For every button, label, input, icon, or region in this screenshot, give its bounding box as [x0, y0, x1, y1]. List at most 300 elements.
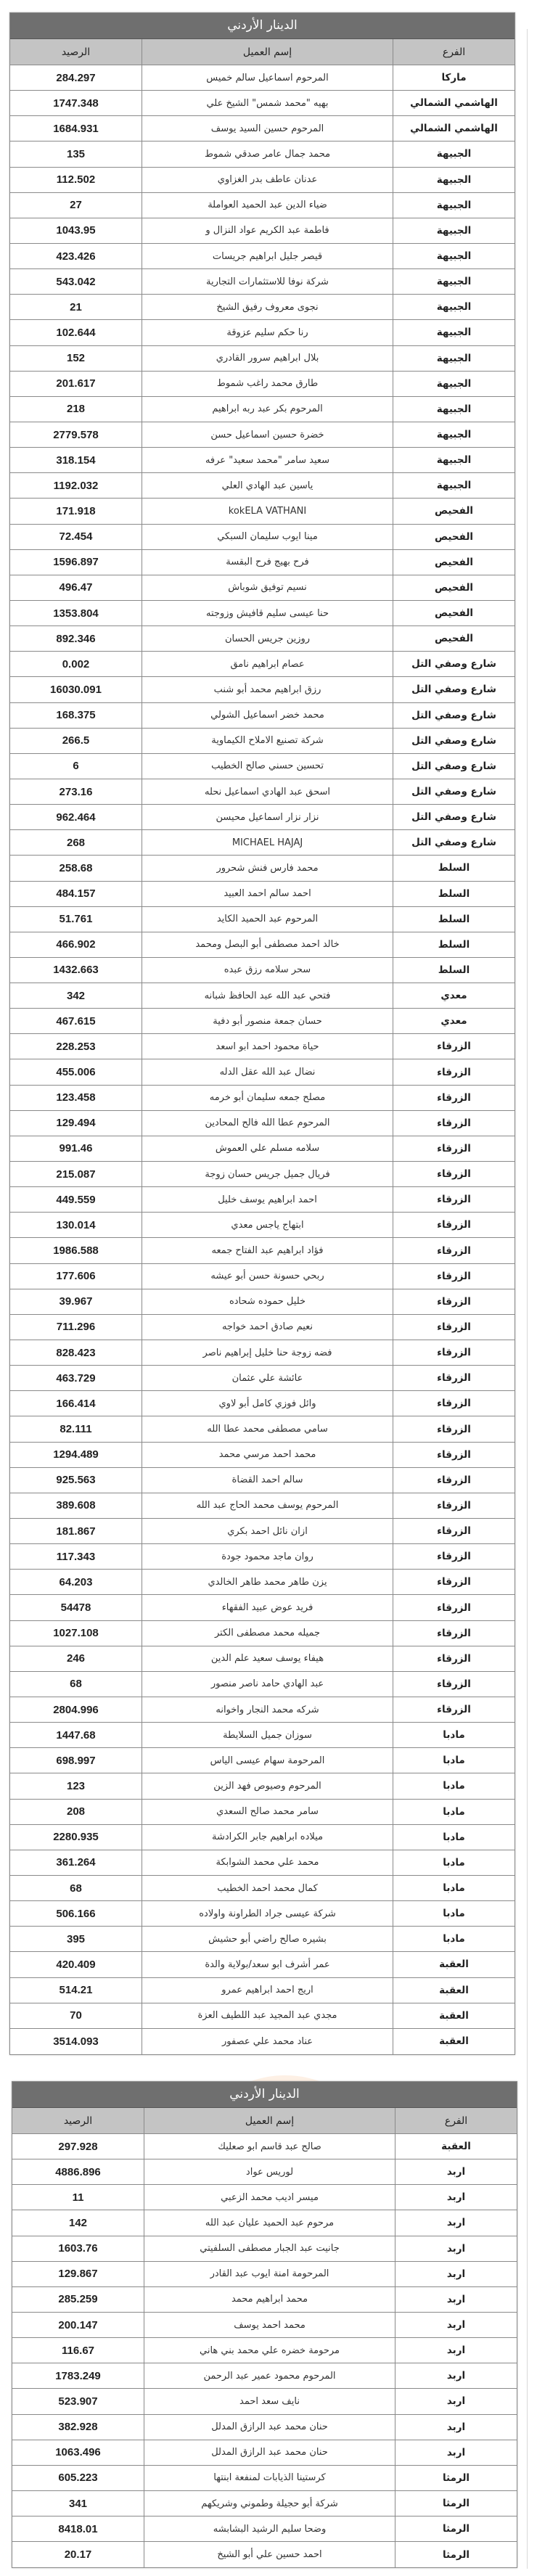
customer-name-cell: مرحوم عبد الحميد عليان عبد الله [144, 2210, 395, 2235]
customer-name-cell: احمد حسين علي أبو الشيخ [144, 2542, 395, 2567]
table-row [10, 1519, 515, 1544]
balance-cell: 228.253 [56, 1040, 96, 1053]
branch-cell: الزرقاء [393, 1264, 515, 1289]
balance-cell: 496.47 [59, 581, 93, 594]
customer-name-cell: المرحوم حسين السيد يوسف [142, 116, 393, 141]
balance-cell: 1432.663 [53, 964, 99, 977]
branch-cell: الهاشمي الشمالي [393, 91, 515, 115]
customer-name-cell: صالح عبد قاسم ابو صعليك [144, 2134, 395, 2159]
table-row [10, 473, 515, 499]
branch-cell: الجبيهة [393, 346, 515, 371]
branch-cell: الزرقاء [393, 1340, 515, 1365]
customer-name-cell: المرحومة سهام عيسى الياس [142, 1748, 393, 1773]
balance-cell: 116.67 [61, 2344, 95, 2357]
customer-name-cell: نايف سعد احمد [144, 2389, 395, 2413]
balance-cell: 2280.935 [53, 1831, 99, 1844]
customer-name-cell: قيصر جليل ابراهيم جريسات [142, 244, 393, 268]
table-row [10, 1289, 515, 1315]
balance-cell: 1447.68 [56, 1728, 96, 1742]
table-row [10, 1391, 515, 1416]
table-row [10, 525, 515, 550]
customer-name-cell: مجدي عبد المجيد عبد اللطيف العزة [142, 2003, 393, 2028]
balance-cell: 925.563 [56, 1474, 96, 1487]
customer-name-cell: شركه محمد النجار واخوانه [142, 1697, 393, 1722]
customer-name-cell: ازان نائل احمد بكري [142, 1519, 393, 1543]
branch-cell: مادبا [393, 1723, 515, 1747]
table-row [12, 2210, 517, 2236]
balance-cell: 1986.588 [53, 1244, 99, 1258]
table-row [12, 2262, 517, 2287]
branch-cell: الجبيهة [393, 269, 515, 294]
table-row [12, 2491, 517, 2516]
header-branch: الفرع [393, 39, 515, 65]
branch-cell: مادبا [393, 1901, 515, 1926]
table-row [10, 244, 515, 269]
table-row [10, 1927, 515, 1952]
branch-cell: الجبيهة [393, 295, 515, 319]
customer-name-cell: حياة محمود احمد ابو اسعد [142, 1034, 393, 1059]
customer-name-cell: اسحق عبد الهادي اسماعيل نحله [142, 779, 393, 804]
branch-cell: الزرقاء [393, 1187, 515, 1212]
balance-cell: 342 [66, 989, 86, 1002]
balance-cell: 70 [70, 2009, 82, 2022]
balance-cell: 112.502 [56, 173, 96, 186]
balance-cell: 1783.249 [55, 2369, 101, 2382]
customer-name-cell: حنا عيسى سليم قافيش وزوجته [142, 601, 393, 625]
table-row [10, 1493, 515, 1519]
balance-cell: 1294.489 [53, 1448, 99, 1461]
table-row [10, 1034, 515, 1059]
balances-table-2 [12, 2081, 517, 2568]
table-row [12, 2134, 517, 2159]
table-row [12, 2542, 517, 2567]
balance-cell: 1353.804 [53, 607, 99, 620]
table-row [10, 1773, 515, 1799]
balance-cell: 27 [70, 199, 82, 212]
table-row [10, 575, 515, 601]
balance-cell: 1192.032 [53, 479, 99, 492]
table-row [10, 1213, 515, 1238]
balance-cell: 420.409 [56, 1958, 96, 1971]
branch-cell: الفحيص [393, 601, 515, 625]
table-header-row [12, 2108, 517, 2134]
table-row [10, 958, 515, 983]
branch-cell: الهاشمي الشمالي [393, 116, 515, 141]
table-row [12, 2236, 517, 2262]
table-row [10, 1697, 515, 1723]
customer-name-cell: عائشة علي عثمان [142, 1366, 393, 1390]
balance-cell: 1596.897 [53, 556, 99, 569]
customer-name-cell: هيفاء يوسف سعيد علم الدين [142, 1646, 393, 1671]
table-row [10, 805, 515, 830]
balance-cell: 266.5 [62, 734, 90, 747]
branch-cell: معدي [393, 1009, 515, 1033]
balance-cell: 4886.896 [55, 2165, 101, 2178]
table-row [10, 1315, 515, 1340]
table-row [10, 1876, 515, 1901]
branch-cell: الزرقاء [393, 1595, 515, 1620]
table-row [10, 168, 515, 193]
balance-cell: 130.014 [56, 1218, 96, 1231]
branch-cell: الزرقاء [393, 1289, 515, 1314]
balance-cell: 39.967 [59, 1295, 93, 1308]
table-row [10, 320, 515, 345]
balance-cell: 142 [68, 2216, 88, 2229]
branch-cell: الجبيهة [393, 422, 515, 447]
table-row [10, 295, 515, 320]
table-row [10, 1187, 515, 1213]
branch-cell: شارع وصفي التل [393, 677, 515, 702]
balance-cell: 341 [68, 2497, 88, 2510]
branch-cell: الزرقاء [393, 1391, 515, 1416]
balance-cell: 284.297 [56, 71, 96, 84]
table-body [10, 65, 515, 2054]
table-row [12, 2159, 517, 2185]
customer-name-cell: المرحوم عبد الحميد الكايد [142, 907, 393, 932]
customer-name-cell: حسان جمعة منصور أبو دفية [142, 1009, 393, 1033]
balance-cell: 171.918 [56, 504, 96, 517]
customer-name-cell: kokELA VATHANI [142, 499, 393, 523]
customer-name-cell: خالد احمد مصطفى أبو البصل ومحمد [142, 932, 393, 957]
balance-cell: 129.494 [56, 1117, 96, 1130]
customer-name-cell: روزين جريس الحسان [142, 626, 393, 651]
table-row [12, 2516, 517, 2542]
balance-cell: 152 [66, 352, 86, 365]
branch-cell: اربد [395, 2313, 517, 2337]
branch-cell: الزرقاء [393, 1213, 515, 1237]
balance-cell: 0.002 [62, 657, 90, 670]
branch-cell: ماركا [393, 65, 515, 90]
table-row [10, 1009, 515, 1034]
branch-cell: اربد [395, 2262, 517, 2286]
table-row [10, 1825, 515, 1850]
balance-cell: 258.68 [59, 861, 93, 874]
balance-cell: 54478 [60, 1601, 91, 1614]
balance-cell: 395 [66, 1932, 86, 1945]
customer-name-cell: طارق محمد راغب شموط [142, 372, 393, 396]
balance-cell: 68 [70, 1882, 82, 1895]
table-row [10, 372, 515, 397]
balance-cell: 117.343 [56, 1550, 96, 1563]
table-row [10, 754, 515, 779]
table-row [10, 882, 515, 907]
branch-cell: الجبيهة [393, 244, 515, 268]
branch-cell: الزرقاء [393, 1621, 515, 1646]
customer-name-cell: نعيم صادق احمد خواجه [142, 1315, 393, 1340]
customer-name-cell: المرحوم بكر عبد ربه ابراهيم [142, 397, 393, 422]
branch-cell: الزرقاء [393, 1136, 515, 1161]
branch-cell: الزرقاء [393, 1034, 515, 1059]
table-row [10, 652, 515, 677]
customer-name-cell: المرحوم محمود عمير عبد الرحمن [144, 2363, 395, 2388]
customer-name-cell: المرحوم اسماعيل سالم خميس [142, 65, 393, 90]
customer-name-cell: فاطمة عبد الكريم عواد النزال و [142, 218, 393, 243]
balance-cell: 268 [66, 836, 86, 849]
branch-cell: الفحيص [393, 499, 515, 523]
customer-name-cell: مصلح جمعه سليمان أبو خرمه [142, 1086, 393, 1110]
branch-cell: اربد [395, 2236, 517, 2261]
balance-cell: 466.902 [56, 938, 96, 951]
customer-name-cell: المرحوم يوسف محمد الحاج عبد الله [142, 1493, 393, 1518]
customer-name-cell: سالم احمد القضاة [142, 1468, 393, 1493]
branch-cell: اربد [395, 2185, 517, 2210]
branch-cell: الجبيهة [393, 168, 515, 192]
balance-cell: 102.644 [56, 326, 96, 339]
customer-name-cell: ربحي حسونة حسن أبو عيشه [142, 1264, 393, 1289]
customer-name-cell: ميلاده ابراهيم جابر الكرادشة [142, 1825, 393, 1850]
table-row [10, 1136, 515, 1162]
balance-cell: 467.615 [56, 1014, 96, 1027]
balance-cell: 246 [66, 1652, 86, 1665]
balance-cell: 201.617 [56, 377, 96, 390]
table-row [10, 907, 515, 932]
branch-cell: شارع وصفي التل [393, 652, 515, 676]
customer-name-cell: اريج احمد ابراهيم عمرو [142, 1978, 393, 2003]
balance-cell: 1747.348 [53, 97, 99, 110]
table-row [10, 1595, 515, 1620]
branch-cell: مادبا [393, 1800, 515, 1824]
customer-name-cell: بلال ابراهيم سرور القادري [142, 346, 393, 371]
table-row [10, 91, 515, 116]
table-row [12, 2287, 517, 2313]
customer-name-cell: فتحي عبد الله عبد الحافظ شبانه [142, 983, 393, 1008]
balance-cell: 1063.496 [55, 2446, 101, 2459]
table-row [10, 141, 515, 167]
table-row [10, 218, 515, 244]
customer-name-cell: نجوى معروف رفيق الشيخ [142, 295, 393, 319]
customer-name-cell: احمد سالم احمد العبيد [142, 882, 393, 906]
customer-name-cell: فضه زوجة حنا خليل إبراهيم ناصر [142, 1340, 393, 1365]
table-row [10, 1800, 515, 1825]
branch-cell: الزرقاء [393, 1111, 515, 1136]
balance-cell: 168.375 [56, 709, 96, 722]
table-row [10, 1952, 515, 1977]
customer-name-cell: MICHAEL HAJAJ [142, 830, 393, 855]
table-row [10, 856, 515, 881]
branch-cell: الفحيص [393, 626, 515, 651]
balance-cell: 215.087 [56, 1168, 96, 1181]
branch-cell: الزرقاء [393, 1697, 515, 1722]
branch-cell: اربد [395, 2363, 517, 2388]
customer-name-cell: ياسين عبد الهادي العلي [142, 473, 393, 498]
table-row [12, 2363, 517, 2389]
balance-cell: 543.042 [56, 275, 96, 288]
balance-cell: 3514.093 [53, 2035, 99, 2048]
table-row [10, 346, 515, 372]
page-edge-divider [527, 29, 528, 2569]
balance-cell: 892.346 [56, 632, 96, 645]
table-row [10, 1264, 515, 1289]
customer-name-cell: محمد فارس فنش شحرور [142, 856, 393, 880]
balance-cell: 218 [66, 403, 86, 416]
branch-cell: الرمثا [395, 2491, 517, 2516]
table-row [12, 2185, 517, 2210]
header-balance: الرصيد [61, 46, 91, 58]
branch-cell: الجبيهة [393, 372, 515, 396]
table-row [10, 193, 515, 218]
table-row [10, 1901, 515, 1927]
table-row [10, 448, 515, 473]
table-row [10, 1162, 515, 1187]
customer-name-cell: كرستينا الذيابات لمنفعة ابنتها [144, 2466, 395, 2490]
branch-cell: الجبيهة [393, 448, 515, 472]
balance-cell: 1603.76 [58, 2242, 98, 2255]
balance-cell: 297.928 [58, 2140, 98, 2153]
customer-name-cell: وضحا سليم الرشيد البشابشه [144, 2516, 395, 2541]
customer-name-cell: المرحوم عطا الله فالح المحادين [142, 1111, 393, 1136]
customer-name-cell: سامي مصطفى محمد عطا الله [142, 1416, 393, 1441]
customer-name-cell: خضرة حسين اسماعيل حسن [142, 422, 393, 447]
customer-name-cell: محمد جمال عامر صدقي شموط [142, 141, 393, 166]
branch-cell: شارع وصفي التل [393, 754, 515, 779]
branch-cell: الرمثا [395, 2542, 517, 2567]
customer-name-cell: عناد محمد علي عصفور [142, 2029, 393, 2054]
branch-cell: الزرقاء [393, 1519, 515, 1543]
customer-name-cell: رنا حكم سليم عزوقة [142, 320, 393, 345]
table-row [10, 397, 515, 422]
table-header-row [10, 39, 515, 65]
table-row [10, 550, 515, 575]
balance-cell: 991.46 [59, 1142, 93, 1155]
table-row [10, 1646, 515, 1672]
table-row [10, 1621, 515, 1646]
balance-cell: 698.997 [56, 1754, 96, 1767]
table-row [10, 626, 515, 652]
branch-cell: اربد [395, 2159, 517, 2184]
customer-name-cell: المرحومة امنة ايوب عبد القادر [144, 2262, 395, 2286]
customer-name-cell: تحسين حسني صالح الخطيب [142, 754, 393, 779]
balance-cell: 123 [66, 1779, 86, 1792]
branch-cell: الزرقاء [393, 1493, 515, 1518]
balance-cell: 82.111 [60, 1423, 92, 1436]
customer-name-cell: رزق ابراهيم محمد أبو شنب [142, 677, 393, 702]
table-row [10, 1443, 515, 1468]
balance-cell: 51.761 [59, 913, 93, 926]
customer-name-cell: مينا ايوب سليمان السبكي [142, 525, 393, 549]
table-title: الدينار الأردني [10, 13, 515, 39]
customer-name-cell: عمر أشرف ابو سعد/بولاية والدة [142, 1952, 393, 1977]
branch-cell: الزرقاء [393, 1162, 515, 1186]
table-row [10, 1544, 515, 1570]
table-row [10, 1086, 515, 1111]
branch-cell: شارع وصفي التل [393, 779, 515, 804]
customer-name-cell: بهيه "محمد شمس" الشيخ علي [142, 91, 393, 115]
branch-cell: شارع وصفي التل [393, 729, 515, 753]
branch-cell: العقبة [395, 2134, 517, 2159]
table-row [10, 1111, 515, 1136]
customer-name-cell: فرح بهيج فرح البقسة [142, 550, 393, 575]
customer-name-cell: فؤاد ابراهيم عبد الفتاح جمعه [142, 1238, 393, 1263]
table-row [10, 2003, 515, 2029]
table-row [10, 1978, 515, 2003]
branch-cell: العقبة [393, 2029, 515, 2054]
table-row [10, 729, 515, 754]
balance-cell: 523.907 [58, 2395, 98, 2408]
table-row [10, 779, 515, 805]
balance-cell: 166.414 [56, 1397, 96, 1410]
table-row [10, 1340, 515, 1366]
branch-cell: مادبا [393, 1748, 515, 1773]
balances-table-1 [9, 12, 515, 2055]
branch-cell: الزرقاء [393, 1544, 515, 1569]
balance-cell: 208 [66, 1805, 86, 1818]
balance-cell: 11 [72, 2191, 84, 2204]
customer-name-cell: المرحوم وصيوص فهد الزين [142, 1773, 393, 1798]
customer-name-cell: شركة أبو حجيلة وطموني وشريكهم [144, 2491, 395, 2516]
customer-name-cell: محمد خضر اسماعيل الشولي [142, 703, 393, 728]
customer-name-cell: حنان محمد عبد الرازق المدلل [144, 2415, 395, 2440]
balance-cell: 389.608 [56, 1499, 96, 1512]
table-row [12, 2440, 517, 2466]
table-row [10, 1570, 515, 1595]
table-row [12, 2415, 517, 2440]
branch-cell: العقبة [393, 2003, 515, 2028]
customer-name-cell: نضال عبد الله عقل الدله [142, 1059, 393, 1084]
branch-cell: الفحيص [393, 550, 515, 575]
customer-name-cell: وائل فوزي كامل أبو لاوي [142, 1391, 393, 1416]
branch-cell: شارع وصفي التل [393, 830, 515, 855]
table-row [10, 983, 515, 1009]
branch-cell: الجبيهة [393, 193, 515, 218]
table-row [10, 830, 515, 856]
branch-cell: معدي [393, 983, 515, 1008]
customer-name-cell: محمد علي محمد الشوابكة [142, 1850, 393, 1875]
customer-name-cell: ضياء الدين عبد الحميد العواملة [142, 193, 393, 218]
branch-cell: العقبة [393, 1978, 515, 2003]
balance-cell: 129.867 [58, 2268, 98, 2281]
header-customer-name: إسم العميل [144, 2108, 395, 2133]
balance-cell: 68 [70, 1678, 82, 1691]
branch-cell: الزرقاء [393, 1059, 515, 1084]
branch-cell: اربد [395, 2338, 517, 2363]
customer-name-cell: ابتهاج ياجس معدي [142, 1213, 393, 1237]
table-row [10, 1059, 515, 1085]
table-row [10, 1468, 515, 1493]
table-row [10, 703, 515, 729]
customer-name-cell: سعيد سامر "محمد سعيد" عرفه [142, 448, 393, 472]
customer-name-cell: عدنان عاطف بدر الغزاوي [142, 168, 393, 192]
balance-cell: 6 [73, 760, 79, 773]
customer-name-cell: احمد ابراهيم يوسف خليل [142, 1187, 393, 1212]
balance-cell: 1027.108 [53, 1627, 99, 1640]
balance-cell: 16030.091 [50, 683, 102, 696]
branch-cell: الفحيص [393, 525, 515, 549]
table-row [12, 2313, 517, 2338]
table-row [10, 2029, 515, 2054]
balance-cell: 200.147 [58, 2318, 98, 2331]
table-row [10, 1238, 515, 1263]
branch-cell: الزرقاء [393, 1086, 515, 1110]
branch-cell: الجبيهة [393, 141, 515, 166]
customer-name-cell: نزار نزار اسماعيل محيسن [142, 805, 393, 829]
branch-cell: السلط [393, 882, 515, 906]
customer-name-cell: ميسر اديب محمد الزعبي [144, 2185, 395, 2210]
balance-cell: 20.17 [64, 2548, 92, 2561]
branch-cell: الزرقاء [393, 1443, 515, 1467]
table-row [10, 677, 515, 702]
table-row [12, 2466, 517, 2491]
balance-cell: 484.157 [56, 887, 96, 901]
balance-cell: 285.259 [58, 2293, 98, 2306]
balance-cell: 1043.95 [56, 224, 96, 237]
balance-cell: 64.203 [59, 1575, 93, 1588]
balance-cell: 828.423 [56, 1346, 96, 1359]
balance-cell: 605.223 [58, 2472, 98, 2485]
branch-cell: شارع وصفي التل [393, 805, 515, 829]
customer-name-cell: مرحومة خضره علي محمد بني هاني [144, 2338, 395, 2363]
balance-cell: 318.154 [56, 454, 96, 467]
branch-cell: الجبيهة [393, 397, 515, 422]
